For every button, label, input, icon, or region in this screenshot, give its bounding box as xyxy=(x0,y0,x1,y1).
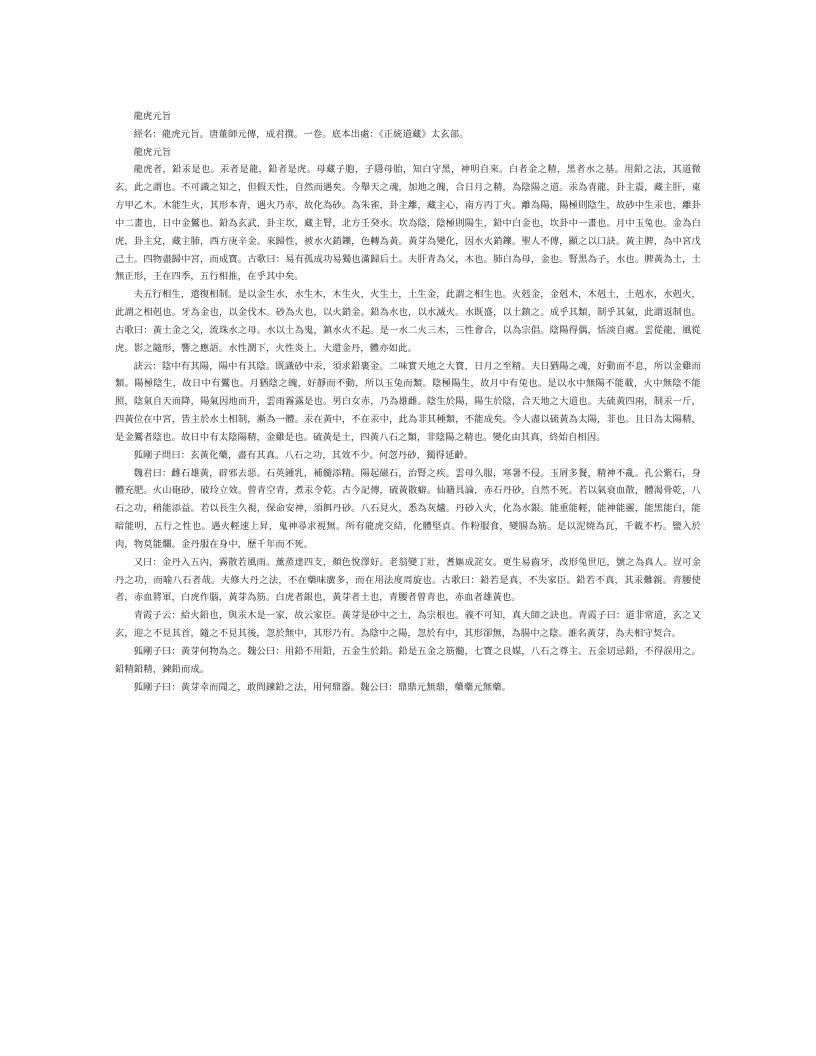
paragraph-7: 青霞子云：給火鉛也，與汞木是一家，故云家臣。黃芽是砂中之土，為宗根也。義不可知，真大師之訣也。青霞子曰：道非常道，玄之又玄，迎之不見其首，隨之不見其後，忽於無中，其形乃有。為陰中之陽，忽於有中，其形卻無，為腸中之陰。誰名黃芽，為夫相守契合。 xyxy=(115,610,701,640)
paragraph-2: 夫五行相生，還復相制。是以金生水，水生木，木生火，火生土，土生金，此謂之相生也。火剋金，金剋木，木剋土，土剋水，水剋火，此謂之相剋也。牙為金也，以金伐木。砂為火也，以火銷金。鉛為水也，以水滅火。水既盛，以土鎮之。成乎其類，制乎其氣，此謂返制也。古歌曰：黃土金之父，流珠水之母。水以土為鬼，鎮水火不起。是一水二火三木，三性會合，以為宗倡。陰陽得偶，恬淡自處。雲從龍，風從虎。影之隨形，響之應語。水性潤下，火性炎上。大還金丹，體亦如此。 xyxy=(115,289,701,354)
paragraph-5: 魏君曰：雌石雄黃，辟邪去惡。石英鍾乳，補髓添精。陽起磁石，治腎之疾。雲母久服，寒暑不侵。玉屑多餐，精神不亂。孔公紫石，身體充肥。火山砲砂，破玲立效。曾青空青，煮汞令乾。古今記傳，硫黃散癖。仙籍具論，赤石丹砂，自然不死。若以氣衰血散，體渴骨乾，八石之功，稍能添益。若以長生久視，保命安神，須餌丹砂。八石見火，悉為灰爐。丹砂入火，化為水銀。能重能輕，能神能靈，能黑能白，能暗能明，五行之性也。遇火輕速上昇，鬼神尋求視無。所有龍虎交結，化體堅貞。作粉服食，變腸為筋。是以泥燒為瓦，千載不朽。盬入於肉，物莫能爛。金丹服在身中，歷千年而不死。 xyxy=(115,467,701,550)
paragraph-6: 又曰：金丹入五內，霧散若風雨。薰蒸達四支，顏色悅澤好。老翁變丁壯，耆嫗成詫女。更生易齒牙，改形兔世厄，號之為真人。豈可金丹之功，而喻八石者哉。夫修大丹之法，不在藥味廣多，而在用法度周旋也。古歌曰：鉛若是真，不失家臣。鉛若不真，其汞難親。青腰使者，赤血將軍，白虎作腦，黃芽為筋。白虎者銀也，黃芽者土也，青腰者曾青也，赤血者雄黃也。 xyxy=(115,556,701,604)
paragraph-4: 狐剛子問曰：玄黃化藥，盡有其真。八石之功，其效不少。何忽丹砂，獨得延齡。 xyxy=(133,449,474,461)
paragraph-1: 龍虎者，鉛汞是也。汞者是龍，鉛者是虎。母藏子胞，子隱母胎，知白守黑，神明自來。白者金之精，黑者水之基。用鉛之法，其道微玄，此之謂也。不可識之知之，但假天性，自然而遇矣。今舉天之魂，加地之魄，合日月之精，為陰陽之道。汞為青龍，卦主震，藏主肝，東方甲乙木。木能生火，其形本青，遇火乃赤，故化為砂。為朱雀，卦主離，藏主心，南方丙丁火。離為陽，陽極則陰生，故砂中生汞也，離卦中二畫也，日中金鸑也。鉛為玄武，卦主坎，藏主腎，北方壬癸水。坎為陰，陰極則陽生，鉛中白金也，坎卦中一畫也。月中玉兔也。金為白虎，卦主兌，藏主肺，西方庚辛金。來歸性，被水火銷鑠，色轉為黃。黃芽為變化，因水火銷鑠。聖人不傳，顯之以口訣。黃主脾，為中宮戊己土。四物盡歸中宮，而成寶。古歌曰：易有孤成功易獨也滿歸后土。夫肝青為父，木也。肺白為母，金也。腎黑為子，水也。脾黃為土，土無正形，王在四季，五行相推，在乎其中矣。 xyxy=(115,164,701,283)
paragraph-9: 狐剛子曰：黃芽幸而聞之，敢問鍊鉛之法，用何鼎器。魏公曰：鼎鼎元無鼎，藥藥元無藥。 xyxy=(133,681,512,693)
paragraph-3: 訣云：陰中有其陽，陽中有其陰。既識砂中汞，須求鉛裹金。二味實天地之大寶，日月之至精。夫日猶陽之魂，好動而不息，所以金雞而類。陽極陰生，故日中有鸑也。月猶陰之魄，好靜而不動，所以玉兔而類。陰極陽生，故月中有兔也。是以水中無陽不能載，火中無陰不能照，陰氣自天而降，陽氣因地而升，雲雨霧露是也。男白女赤，乃為雄雌。陰生於陽，陽生於陰，合天地之大道也。夫硫黃四兩，制汞一斤，四黃位在中宮，皆主於水土相制，漸為一體。汞在黃中，不在汞中，此為非其種類，不能成矣。今人盡以硫黃為太陽，非也。且日為太陽精，是金鸑者陰也。故日中有太陰陽精，金雞是也。硫黃是土，四黃八石之類，非陰陽之精也。變化由其真，終始自相因。 xyxy=(115,360,701,443)
doc-heading-metadata: 經名：龍虎元旨。唐董師元傳，成君撰。一卷。底本出處：《正統道藏》太玄部。 xyxy=(133,128,469,140)
doc-heading-subtitle: 龍虎元旨 xyxy=(133,146,172,158)
document-text-block xyxy=(115,108,701,696)
paragraph-8: 狐剛子曰：黃芽何物為之。魏公曰：用鉛不用鉛，五金生於鉛。鉛是五金之筋髓，七寶之良媒，八石之尊主。五金切忌鉛，不得誤用之。鉛精鉛精，鍊鉛而成。 xyxy=(115,645,701,675)
doc-heading-title: 龍虎元旨 xyxy=(133,111,172,122)
